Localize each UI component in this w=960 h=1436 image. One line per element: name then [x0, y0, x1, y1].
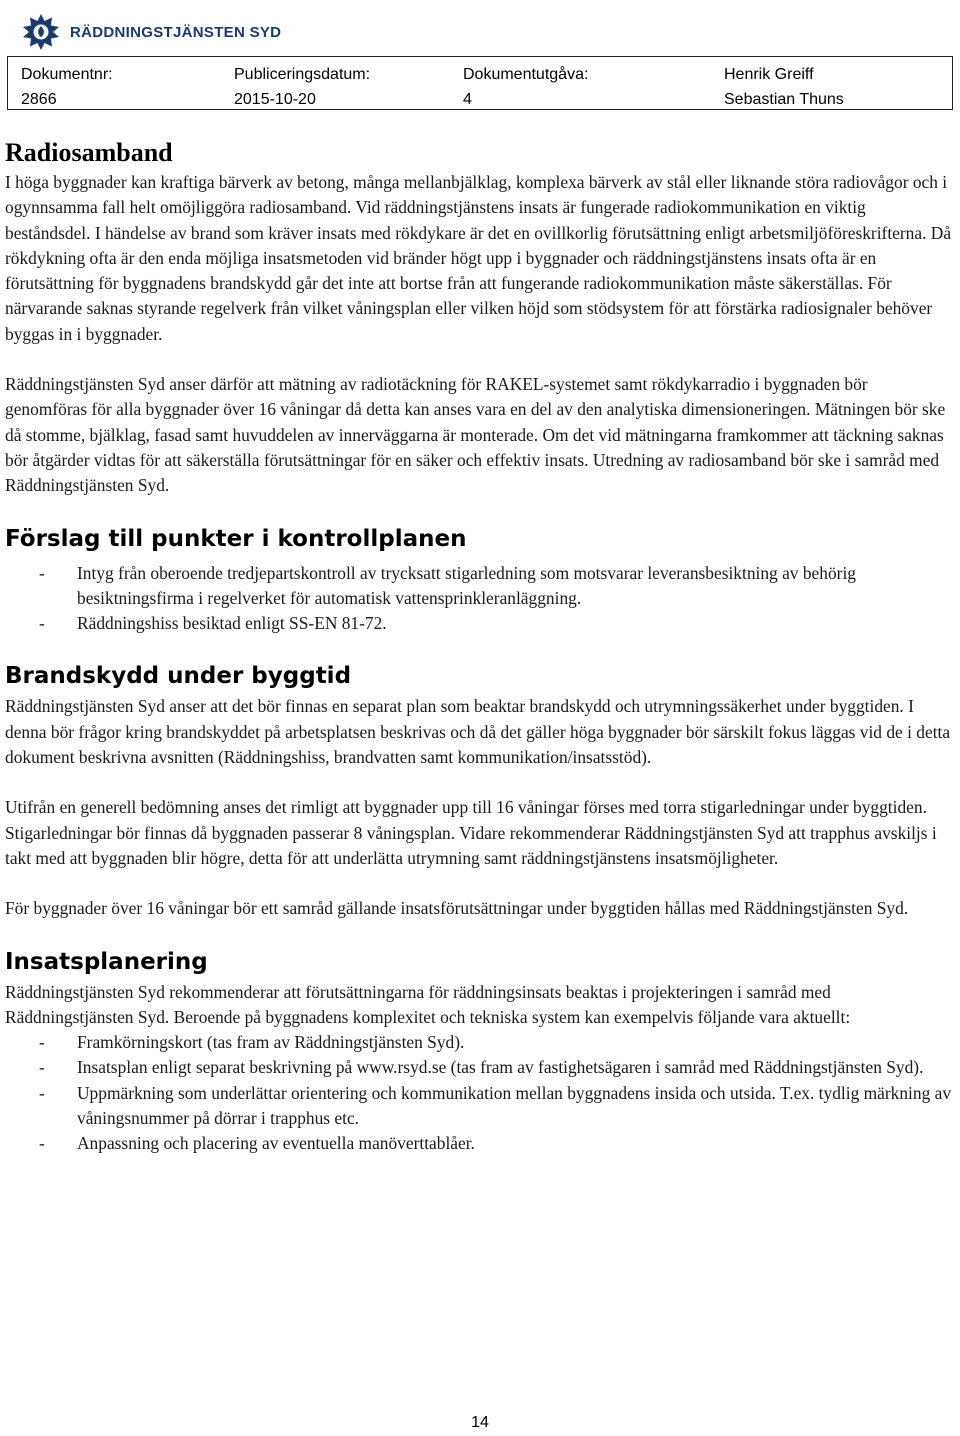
edition-cell: [463, 62, 588, 112]
list-item: - Framkörningskort (tas fram av Räddningstjänsten Syd).: [39, 1032, 465, 1053]
list-item: - Insatsplan enligt separat beskrivning på www.rsyd.se (tas fram av fastighetsägaren i samråd med Räddningstjänsten Syd).: [39, 1057, 924, 1078]
list-item: - Uppmärkning som underlättar orientering och kommunikation mellan byggnadens insida och utsida. T.ex. tydlig märkning av våningsnummer på dörrar i trapphus etc.: [39, 1082, 952, 1129]
radio-paragraph-2: Räddningstjänsten Syd anser därför att mätning av radiotäckning för RAKEL-systemet samt rökdykarradio i byggnaden bör genomföras för alla byggnader över 16 våningar då detta kan anses vara en del av den analytiska dimensioneringen. Mätningen bör ske då stomme, bjälklag, fasad samt huvuddelen av innerväggarna är monterade. Om det vid mätningarna framkommer att täckning saknas bör åtgärder vidtas för att säkerställa förutsättningar för en säker och effektiv insats. Utredning av radiosamband bör ske i samråd med Räddningstjänsten Syd.: [5, 374, 946, 496]
document-body: [5, 136, 953, 1157]
list-item: - Anpassning och placering av eventuella manöverttablåer.: [39, 1133, 475, 1154]
pub-date: 2015-10-20: [234, 91, 316, 108]
radio-heading: Radiosamband: [5, 138, 173, 167]
radio-paragraph-1: I höga byggnader kan kraftiga bärverk av betong, många mellanbjälklag, komplexa bärverk av stål eller liknande störa radiovågor och i ogynnsamma fall helt omöjliggöra radiosamband. Vid räddningstjänstens insats är fungerade radiokommunikation en viktig beståndsdel. I händelse av brand som kräver insats med rökdykare är det en ovillkorlig förutsättning enligt arbetsmiljöföreskrifterna. Då rökdykning ofta är den enda möjliga insatsmetoden vid bränder högt upp i byggnader och räddningstjänstens insats ofta är en förutsättning för byggnadens brandskydd går det inte att bortse från att fungerande radiokommunikation måste säkerställas. För närvarande saknas styrande regelverk från vilket våningsplan eller vilken höjd som stödsystem för att förstärka radiosignaler behöver byggas in i byggnader.: [5, 172, 952, 344]
pub-date-label: Publiceringsdatum:: [234, 66, 371, 83]
header-logo: [22, 12, 281, 52]
author-1: Henrik Greiff: [724, 66, 814, 83]
rescue-service-emblem-icon: [22, 13, 60, 51]
byggtid-paragraph-2: Utifrån en generell bedömning anses det rimligt att byggnader upp till 16 våningar förses med torra stigarledningar under byggtiden. Stigarledningar bör finnas då byggnaden passerar 8 våningsplan. Vidare rekommenderar Räddningstjänsten Syd att trapphus avskiljs i takt med att byggnaden blir högre, detta för att underlätta utrymning samt räddningstjänstens insatsmöjligheter.: [5, 797, 937, 868]
insats-paragraph-1: Räddningstjänsten Syd rekommenderar att förutsättningarna för räddningsinsats beaktas i projekteringen i samråd med Räddningstjänsten Syd. Beroende på byggnadens komplexitet och tekniska system kan exempelvis följande vara aktuellt:: [5, 981, 851, 1027]
doc-number-label: Dokumentnr:: [21, 66, 113, 83]
author-2: Sebastian Thuns: [724, 91, 844, 108]
byggtid-paragraph-3: För byggnader över 16 våningar bör ett samråd gällande insatsförutsättningar under byggtiden hållas med Räddningstjänsten Syd.: [5, 898, 909, 919]
pub-date-cell: [234, 62, 370, 112]
kontroll-heading: Förslag till punkter i kontrollplanen: [5, 525, 467, 552]
doc-number-cell: [21, 62, 113, 112]
byggtid-paragraph-1: Räddningstjänsten Syd anser att det bör finnas en separat plan som beaktar brandskydd och utrymningssäkerhet under byggtiden. I denna bör frågor kring brandskyddet på arbetsplatsen beskrivas och då det gäller höga byggnader bör särskilt fokus läggas vid de i detta dokument beskrivna avsnitten (Räddningshiss, brandvatten samt kommunikation/insatsstöd).: [5, 696, 951, 768]
document-meta-table: [7, 56, 953, 110]
authors-cell: [724, 62, 844, 112]
list-item: - Intyg från oberoende tredjepartskontroll av trycksatt stigarledning som motsvarar leveransbesiktning av behörig besiktningsfirma i regelverket för automatisk vattensprinkleranläggning.: [39, 562, 856, 608]
list-item: - Räddningshiss besiktad enligt SS-EN 81-72.: [39, 613, 387, 634]
insats-list: [5, 1030, 953, 1156]
logo-text: RÄDDNINGSTJÄNSTEN SYD: [70, 23, 282, 41]
edition: 4: [463, 91, 472, 108]
page-number: 14: [471, 1414, 489, 1431]
byggtid-heading: Brandskydd under byggtid: [5, 663, 352, 690]
edition-label: Dokumentutgåva:: [463, 66, 589, 83]
insats-heading: Insatsplanering: [5, 948, 208, 975]
doc-number: 2866: [21, 91, 57, 108]
kontroll-list: [5, 561, 953, 637]
